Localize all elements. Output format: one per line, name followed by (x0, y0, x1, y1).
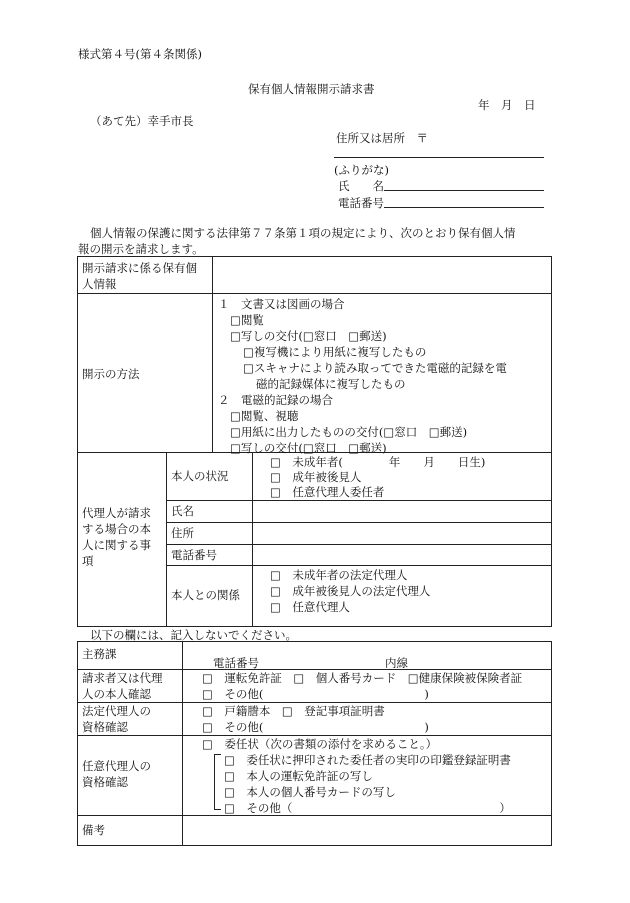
target-info-field[interactable] (213, 257, 551, 293)
intro-line-1: 個人情報の保護に関する法律第７７条第１項の規定により、次のとおり保有個人情 (90, 226, 516, 240)
phone-label: 電話番号 (338, 196, 384, 210)
dept-ext-label: 内線 (385, 656, 408, 670)
status-option-minor[interactable]: □ 未成年者( 年 月 日生) (270, 455, 486, 469)
method-option-e-copy[interactable]: □写しの交付(□窓口 □郵送) (230, 441, 387, 455)
address-label: 住所又は居所 〒 (336, 131, 428, 145)
method-line: 磁的記録媒体に複写したもの (256, 377, 406, 391)
addressee: （あて先）幸手市長 (90, 114, 194, 128)
relation-option-ward[interactable]: □ 成年被後見人の法定代理人 (270, 584, 431, 598)
agent-name-field[interactable] (253, 501, 551, 522)
date-line: 年 月 日 (478, 98, 536, 112)
legal-agent-other[interactable]: □ その他( ) (202, 720, 429, 734)
id-check-label-2: 人の本人確認 (82, 687, 151, 701)
attachment-mynumber-copy[interactable]: □ 本人の個人番号カードの写し (224, 785, 396, 799)
voluntary-agent-label-1: 任意代理人の (82, 759, 151, 773)
name-label: 氏 名 (338, 179, 384, 193)
phone-underline[interactable] (384, 207, 544, 208)
attachment-license-copy[interactable]: □ 本人の運転免許証の写し (224, 769, 373, 783)
legal-agent-options[interactable]: □ 戸籍謄本 □ 登記事項証明書 (202, 704, 385, 718)
legal-agent-label-2: 資格確認 (82, 720, 128, 734)
agent-section-label: 人に関する事 (82, 538, 151, 552)
id-check-label-1: 請求者又は代理 (82, 671, 163, 685)
table-divider (252, 565, 253, 627)
remarks-label: 備考 (82, 823, 105, 837)
id-check-other[interactable]: □ その他( ) (202, 687, 429, 701)
relation-option-voluntary[interactable]: □ 任意代理人 (270, 600, 350, 614)
table-divider (166, 565, 552, 566)
agent-address-label: 住所 (171, 526, 194, 540)
power-of-attorney-option[interactable]: □ 委任状（次の書類の添付を求めること。） (202, 737, 438, 751)
legal-agent-label-1: 法定代理人の (82, 704, 151, 718)
method-option-copy[interactable]: □写しの交付(□窓口 □郵送) (230, 329, 387, 343)
target-info-label-1: 開示請求に係る保有個 (82, 261, 197, 275)
status-label: 本人の状況 (171, 469, 229, 483)
dept-label: 主務課 (82, 647, 117, 661)
office-use-note: 以下の欄には、記入しないでください。 (90, 628, 297, 642)
document-title: 保有個人情報開示請求書 (248, 82, 375, 96)
name-underline[interactable] (384, 190, 544, 191)
table-divider (77, 293, 552, 294)
agent-section-label: 項 (82, 554, 94, 568)
table-divider (252, 452, 253, 500)
agent-section-label: 代理人が請求 (82, 506, 151, 520)
method-label: 開示の方法 (82, 367, 140, 381)
attachment-seal-cert[interactable]: □ 委任状に押印された委任者の実印の印鑑登録証明書 (224, 753, 511, 767)
method-option-photocopy[interactable]: □複写機により用紙に複写したもの (243, 345, 427, 359)
table-divider (166, 452, 167, 627)
attachment-other[interactable]: □ その他（ ） (224, 801, 511, 815)
method-option-e-print[interactable]: □用紙に出力したものの交付(□窓口 □郵送) (230, 425, 468, 439)
furigana-label: (ふりがな) (334, 163, 389, 177)
agent-name-label: 氏名 (171, 504, 194, 518)
remarks-field[interactable] (183, 816, 551, 845)
agent-phone-field[interactable] (253, 545, 551, 565)
status-option-principal[interactable]: □ 任意代理人委任者 (270, 485, 385, 499)
intro-line-2: 報の開示を請求します。 (78, 242, 204, 256)
id-check-options[interactable]: □ 運転免許証 □ 個人番号カード □健康保険被保険者証 (202, 671, 523, 685)
attachment-bracket (214, 754, 221, 810)
target-info-label-2: 人情報 (82, 277, 117, 291)
method-option-e-view[interactable]: □閲覧、視聴 (230, 409, 299, 423)
method-line: ２ 電磁的記録の場合 (218, 393, 333, 407)
method-option-view[interactable]: □閲覧 (230, 313, 264, 327)
voluntary-agent-label-2: 資格確認 (82, 775, 128, 789)
status-option-ward[interactable]: □ 成年被後見人 (270, 470, 362, 484)
relation-label: 本人との関係 (171, 588, 240, 602)
dept-phone-label: 電話番号 (213, 656, 259, 670)
relation-option-minor[interactable]: □ 未成年者の法定代理人 (270, 568, 408, 582)
agent-phone-label: 電話番号 (171, 548, 217, 562)
form-number: 様式第４号(第４条関係) (78, 47, 202, 61)
agent-section-label: する場合の本 (82, 522, 151, 536)
address-underline[interactable] (334, 157, 544, 158)
method-line: １ 文書又は図画の場合 (218, 297, 345, 311)
agent-address-field[interactable] (253, 523, 551, 544)
method-option-scan[interactable]: □スキャナにより読み取ってできた電磁的記録を電 (243, 361, 507, 375)
